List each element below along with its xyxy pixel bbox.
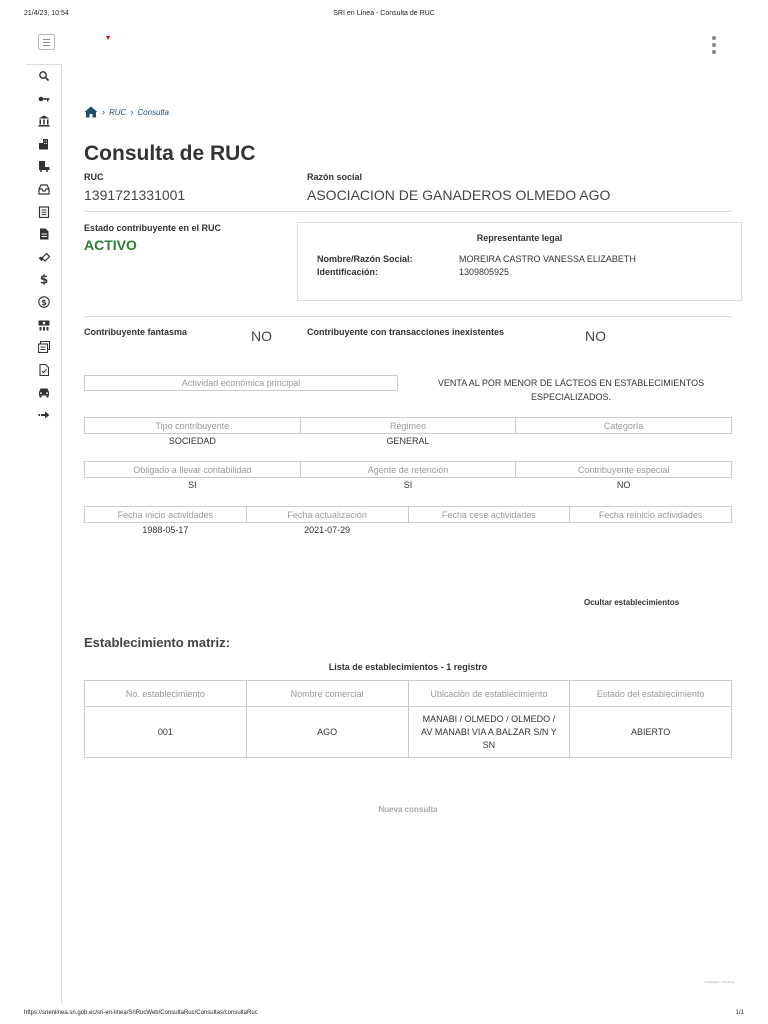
representante-id-value: 1309805925 — [459, 267, 510, 277]
establecimiento-caption: Lista de establecimientos - 1 registro — [328, 662, 488, 672]
table-header: Régimen — [300, 418, 516, 434]
certificate-icon[interactable] — [26, 336, 62, 359]
bank-icon[interactable] — [26, 110, 62, 133]
print-page-number: 1/1 — [735, 1010, 744, 1016]
document-list-icon[interactable] — [26, 201, 62, 224]
chevron-right-icon: › — [130, 107, 134, 117]
representante-title: Representante legal — [476, 233, 563, 243]
arrow-right-icon[interactable] — [26, 404, 62, 427]
representante-nombre-value: MOREIRA CASTRO VANESSA ELIZABETH — [459, 254, 636, 264]
menu-toggle-button[interactable] — [38, 34, 55, 50]
inexistentes-value: NO — [585, 328, 606, 344]
hide-establishments-link[interactable]: Ocultar establecimientos — [584, 598, 680, 607]
footer-links[interactable]: Privacidad · Términos — [704, 980, 734, 984]
more-options-icon[interactable] — [710, 36, 718, 56]
table-header: No. establecimiento — [85, 681, 247, 707]
estado-label: Estado contribuyente en el RUC — [84, 223, 222, 233]
table-header: Ubicación de establecimiento — [408, 681, 570, 707]
print-url: https://srienlinea.sri.gob.ec/sri-en-linea/SriRucWeb/ConsultaRuc/Consultas/consultaRuc — [24, 1010, 258, 1016]
actividad-value: VENTA AL POR MENOR DE LÁCTEOS EN ESTABLECIMIENTOS ESPECIALIZADOS. — [437, 378, 705, 402]
table-header: Fecha actualización — [246, 507, 408, 523]
search-icon[interactable] — [26, 65, 62, 88]
table-header: Obligado a llevar contabilidad — [85, 462, 301, 478]
table-cell: GENERAL — [386, 436, 430, 447]
print-title: SRI en Línea - Consulta de RUC — [333, 10, 435, 17]
new-query-button[interactable]: Nueva consulta — [378, 805, 438, 814]
page-title: Consulta de RUC — [84, 142, 256, 165]
table-header: Contribuyente especial — [516, 462, 732, 478]
representante-nombre-label: Nombre/Razón Social: — [317, 254, 413, 264]
table-cell: SI — [188, 480, 197, 491]
inbox-icon[interactable] — [26, 178, 62, 201]
bus-icon[interactable] — [26, 155, 62, 178]
car-icon[interactable] — [26, 381, 62, 404]
building-icon[interactable] — [26, 133, 62, 156]
table-row — [85, 707, 732, 758]
table-header: Fecha inicio actividades — [85, 507, 247, 523]
table-cell: 001 — [85, 707, 247, 758]
razon-social-label: Razón social — [307, 172, 363, 182]
divider — [84, 316, 732, 317]
razon-social-value: ASOCIACION DE GANADEROS OLMEDO AGO — [307, 187, 611, 203]
inexistentes-label: Contribuyente con transacciones inexistentes — [307, 327, 505, 337]
table-cell: SOCIEDAD — [168, 436, 216, 447]
actividad-label: Actividad económica principal — [84, 375, 398, 391]
estado-value: ACTIVO — [84, 237, 137, 253]
table-cell: 1988-05-17 — [142, 525, 189, 536]
document-check-icon[interactable] — [26, 359, 62, 382]
home-icon[interactable] — [84, 106, 98, 118]
sidebar — [26, 64, 62, 1004]
ruc-label: RUC — [84, 172, 104, 182]
divider — [84, 211, 732, 212]
fantasma-label: Contribuyente fantasma — [84, 327, 188, 337]
print-date: 21/4/23, 10:54 — [24, 10, 69, 17]
representante-legal-card — [297, 222, 742, 301]
table-header: Categoría — [516, 418, 732, 434]
breadcrumb-item-ruc[interactable]: RUC — [109, 107, 127, 117]
table-cell: MANABI / OLMEDO / OLMEDO / AV MANABI VIA A BALZAR S/N Y SN — [408, 707, 570, 758]
dollar-circle-icon[interactable] — [26, 291, 62, 314]
table-header: Nombre comercial — [246, 681, 408, 707]
svg-text:$: $ — [39, 273, 49, 286]
breadcrumb — [84, 106, 169, 118]
chevron-right-icon: › — [102, 107, 105, 117]
notification-marker-icon — [106, 36, 110, 40]
handshake-icon[interactable] — [26, 246, 62, 269]
table-header: Fecha cese actividades — [408, 507, 570, 523]
money-icon[interactable] — [26, 314, 62, 337]
establecimiento-title: Establecimiento matriz: — [84, 635, 230, 650]
key-icon[interactable] — [26, 88, 62, 111]
dollar-icon[interactable] — [26, 268, 62, 291]
table-cell — [516, 434, 732, 449]
table-cell — [570, 523, 732, 538]
fechas-table — [84, 506, 732, 538]
representante-id-label: Identificación: — [317, 267, 379, 277]
table-header: Estado del establecimiento — [570, 681, 732, 707]
table-header: Tipo contribuyente — [85, 418, 301, 434]
table-cell: NO — [616, 480, 631, 491]
svg-text:$: $ — [41, 297, 47, 307]
contabilidad-table — [84, 461, 732, 493]
table-header: Fecha reinicio actividades — [570, 507, 732, 523]
establecimientos-table — [84, 680, 732, 758]
file-icon[interactable] — [26, 223, 62, 246]
table-cell: SI — [403, 480, 413, 491]
tipo-regimen-table — [84, 417, 732, 449]
fantasma-value: NO — [251, 328, 272, 344]
table-cell: 2021-07-29 — [304, 525, 351, 536]
breadcrumb-item-consulta: Consulta — [137, 107, 169, 117]
table-cell: AGO — [246, 707, 408, 758]
table-cell — [408, 523, 570, 538]
print-header — [24, 10, 744, 22]
table-cell: ABIERTO — [570, 707, 732, 758]
ruc-value: 1391721331001 — [84, 187, 186, 203]
table-header: Agente de retención — [300, 462, 516, 478]
